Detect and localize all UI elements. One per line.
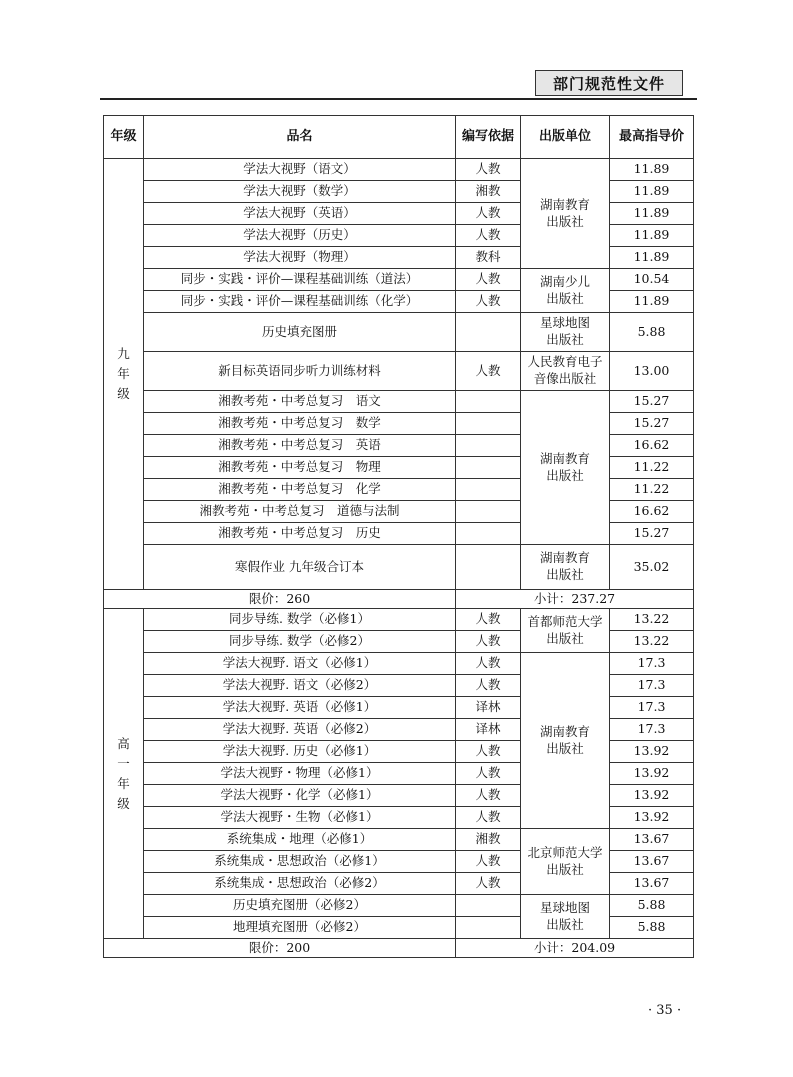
item-price: 11.89: [610, 159, 694, 181]
item-price: 13.92: [610, 763, 694, 785]
item-basis: [456, 313, 521, 352]
item-name: 同步・实践・评价—课程基础训练（道法）: [144, 269, 456, 291]
item-price: 17.3: [610, 675, 694, 697]
item-basis: 人教: [456, 631, 521, 653]
item-basis: 教科: [456, 247, 521, 269]
publisher-cell: 首都师范大学 出版社: [521, 609, 610, 653]
table-row: [104, 159, 694, 181]
item-basis: 人教: [456, 269, 521, 291]
item-name: 同步・实践・评价—课程基础训练（化学）: [144, 291, 456, 313]
publisher-cell: 湖南教育 出版社: [521, 159, 610, 269]
item-price: 11.89: [610, 291, 694, 313]
item-name: 学法大视野（历史）: [144, 225, 456, 247]
item-price: 15.27: [610, 523, 694, 545]
item-basis: 人教: [456, 225, 521, 247]
page-number: · 35 ·: [648, 1003, 682, 1018]
item-name: 学法大视野. 英语（必修1）: [144, 697, 456, 719]
table-row: [104, 391, 694, 413]
publisher-cell: 北京师范大学 出版社: [521, 829, 610, 895]
item-name: 湘教考苑・中考总复习 道德与法制: [144, 501, 456, 523]
item-name: 学法大视野（语文）: [144, 159, 456, 181]
item-name: 学法大视野・物理（必修1）: [144, 763, 456, 785]
publisher-cell: 湖南教育 出版社: [521, 653, 610, 829]
table-row: [104, 313, 694, 352]
item-name: 湘教考苑・中考总复习 化学: [144, 479, 456, 501]
item-basis: 人教: [456, 807, 521, 829]
publisher-cell: 星球地图 出版社: [521, 895, 610, 939]
summary-row: [104, 939, 694, 958]
table-row: [104, 352, 694, 391]
table-row: [104, 545, 694, 590]
item-basis: 人教: [456, 741, 521, 763]
item-basis: [456, 435, 521, 457]
item-price: 13.00: [610, 352, 694, 391]
item-price: 10.54: [610, 269, 694, 291]
item-basis: 人教: [456, 352, 521, 391]
item-basis: 人教: [456, 851, 521, 873]
item-price: 17.3: [610, 653, 694, 675]
item-basis: [456, 391, 521, 413]
item-name: 湘教考苑・中考总复习 数学: [144, 413, 456, 435]
item-price: 13.67: [610, 851, 694, 873]
item-basis: [456, 457, 521, 479]
item-basis: [456, 895, 521, 917]
publisher-cell: 湖南教育 出版社: [521, 391, 610, 545]
item-basis: [456, 545, 521, 590]
item-basis: [456, 501, 521, 523]
item-price: 16.62: [610, 501, 694, 523]
item-basis: 人教: [456, 785, 521, 807]
price-limit: 限价：260: [104, 590, 456, 609]
item-name: 历史填充图册: [144, 313, 456, 352]
item-name: 学法大视野. 语文（必修1）: [144, 653, 456, 675]
item-basis: 人教: [456, 675, 521, 697]
item-price: 11.89: [610, 247, 694, 269]
table-row: [104, 269, 694, 291]
table-row: [104, 653, 694, 675]
item-basis: 人教: [456, 159, 521, 181]
item-price: 11.89: [610, 181, 694, 203]
item-basis: 人教: [456, 653, 521, 675]
publisher-cell: 湖南教育 出版社: [521, 545, 610, 590]
grade-cell: 高 一 年 级: [104, 609, 144, 939]
item-name: 系统集成・思想政治（必修1）: [144, 851, 456, 873]
item-basis: 湘教: [456, 829, 521, 851]
item-price: 11.22: [610, 457, 694, 479]
item-basis: 人教: [456, 609, 521, 631]
table-header-row: [104, 116, 694, 159]
item-name: 学法大视野. 历史（必修1）: [144, 741, 456, 763]
item-name: 地理填充图册（必修2）: [144, 917, 456, 939]
column-header: 出版单位: [521, 116, 610, 159]
item-price: 13.92: [610, 785, 694, 807]
item-basis: [456, 413, 521, 435]
column-header: 编写依据: [456, 116, 521, 159]
item-price: 5.88: [610, 313, 694, 352]
publisher-cell: 湖南少儿 出版社: [521, 269, 610, 313]
item-price: 13.22: [610, 631, 694, 653]
item-price: 5.88: [610, 917, 694, 939]
item-price: 11.89: [610, 203, 694, 225]
publisher-cell: 人民教育电子 音像出版社: [521, 352, 610, 391]
item-price: 11.22: [610, 479, 694, 501]
item-price: 13.67: [610, 873, 694, 895]
item-name: 学法大视野・化学（必修1）: [144, 785, 456, 807]
item-basis: 人教: [456, 873, 521, 895]
item-name: 学法大视野（英语）: [144, 203, 456, 225]
item-basis: 人教: [456, 763, 521, 785]
item-price: 13.67: [610, 829, 694, 851]
item-basis: 译林: [456, 719, 521, 741]
item-basis: [456, 479, 521, 501]
item-name: 历史填充图册（必修2）: [144, 895, 456, 917]
publisher-cell: 星球地图 出版社: [521, 313, 610, 352]
item-name: 学法大视野. 语文（必修2）: [144, 675, 456, 697]
item-name: 学法大视野. 英语（必修2）: [144, 719, 456, 741]
column-header: 最高指导价: [610, 116, 694, 159]
item-basis: 人教: [456, 203, 521, 225]
item-price: 11.89: [610, 225, 694, 247]
table-row: [104, 829, 694, 851]
item-price: 17.3: [610, 697, 694, 719]
item-basis: 人教: [456, 291, 521, 313]
item-price: 13.22: [610, 609, 694, 631]
column-header: 品名: [144, 116, 456, 159]
item-name: 湘教考苑・中考总复习 物理: [144, 457, 456, 479]
item-name: 新目标英语同步听力训练材料: [144, 352, 456, 391]
grade-cell: 九 年 级: [104, 159, 144, 590]
price-limit: 限价：200: [104, 939, 456, 958]
subtotal: 小计：204.09: [456, 939, 694, 958]
item-name: 系统集成・思想政治（必修2）: [144, 873, 456, 895]
table-row: [104, 609, 694, 631]
item-price: 5.88: [610, 895, 694, 917]
item-price: 17.3: [610, 719, 694, 741]
item-name: 湘教考苑・中考总复习 历史: [144, 523, 456, 545]
header-rule: [100, 98, 697, 100]
item-basis: 湘教: [456, 181, 521, 203]
table-row: [104, 895, 694, 917]
price-table: [103, 115, 694, 958]
item-name: 学法大视野（物理）: [144, 247, 456, 269]
subtotal: 小计：237.27: [456, 590, 694, 609]
column-header: 年级: [104, 116, 144, 159]
section-tag: 部门规范性文件: [535, 70, 683, 96]
item-name: 湘教考苑・中考总复习 语文: [144, 391, 456, 413]
item-price: 13.92: [610, 807, 694, 829]
item-name: 学法大视野（数学）: [144, 181, 456, 203]
item-price: 13.92: [610, 741, 694, 763]
item-basis: [456, 917, 521, 939]
item-name: 湘教考苑・中考总复习 英语: [144, 435, 456, 457]
item-price: 15.27: [610, 391, 694, 413]
item-basis: 译林: [456, 697, 521, 719]
item-name: 同步导练. 数学（必修2）: [144, 631, 456, 653]
item-price: 15.27: [610, 413, 694, 435]
item-price: 16.62: [610, 435, 694, 457]
item-name: 系统集成・地理（必修1）: [144, 829, 456, 851]
item-basis: [456, 523, 521, 545]
item-name: 寒假作业 九年级合订本: [144, 545, 456, 590]
item-name: 学法大视野・生物（必修1）: [144, 807, 456, 829]
item-price: 35.02: [610, 545, 694, 590]
summary-row: [104, 590, 694, 609]
item-name: 同步导练. 数学（必修1）: [144, 609, 456, 631]
